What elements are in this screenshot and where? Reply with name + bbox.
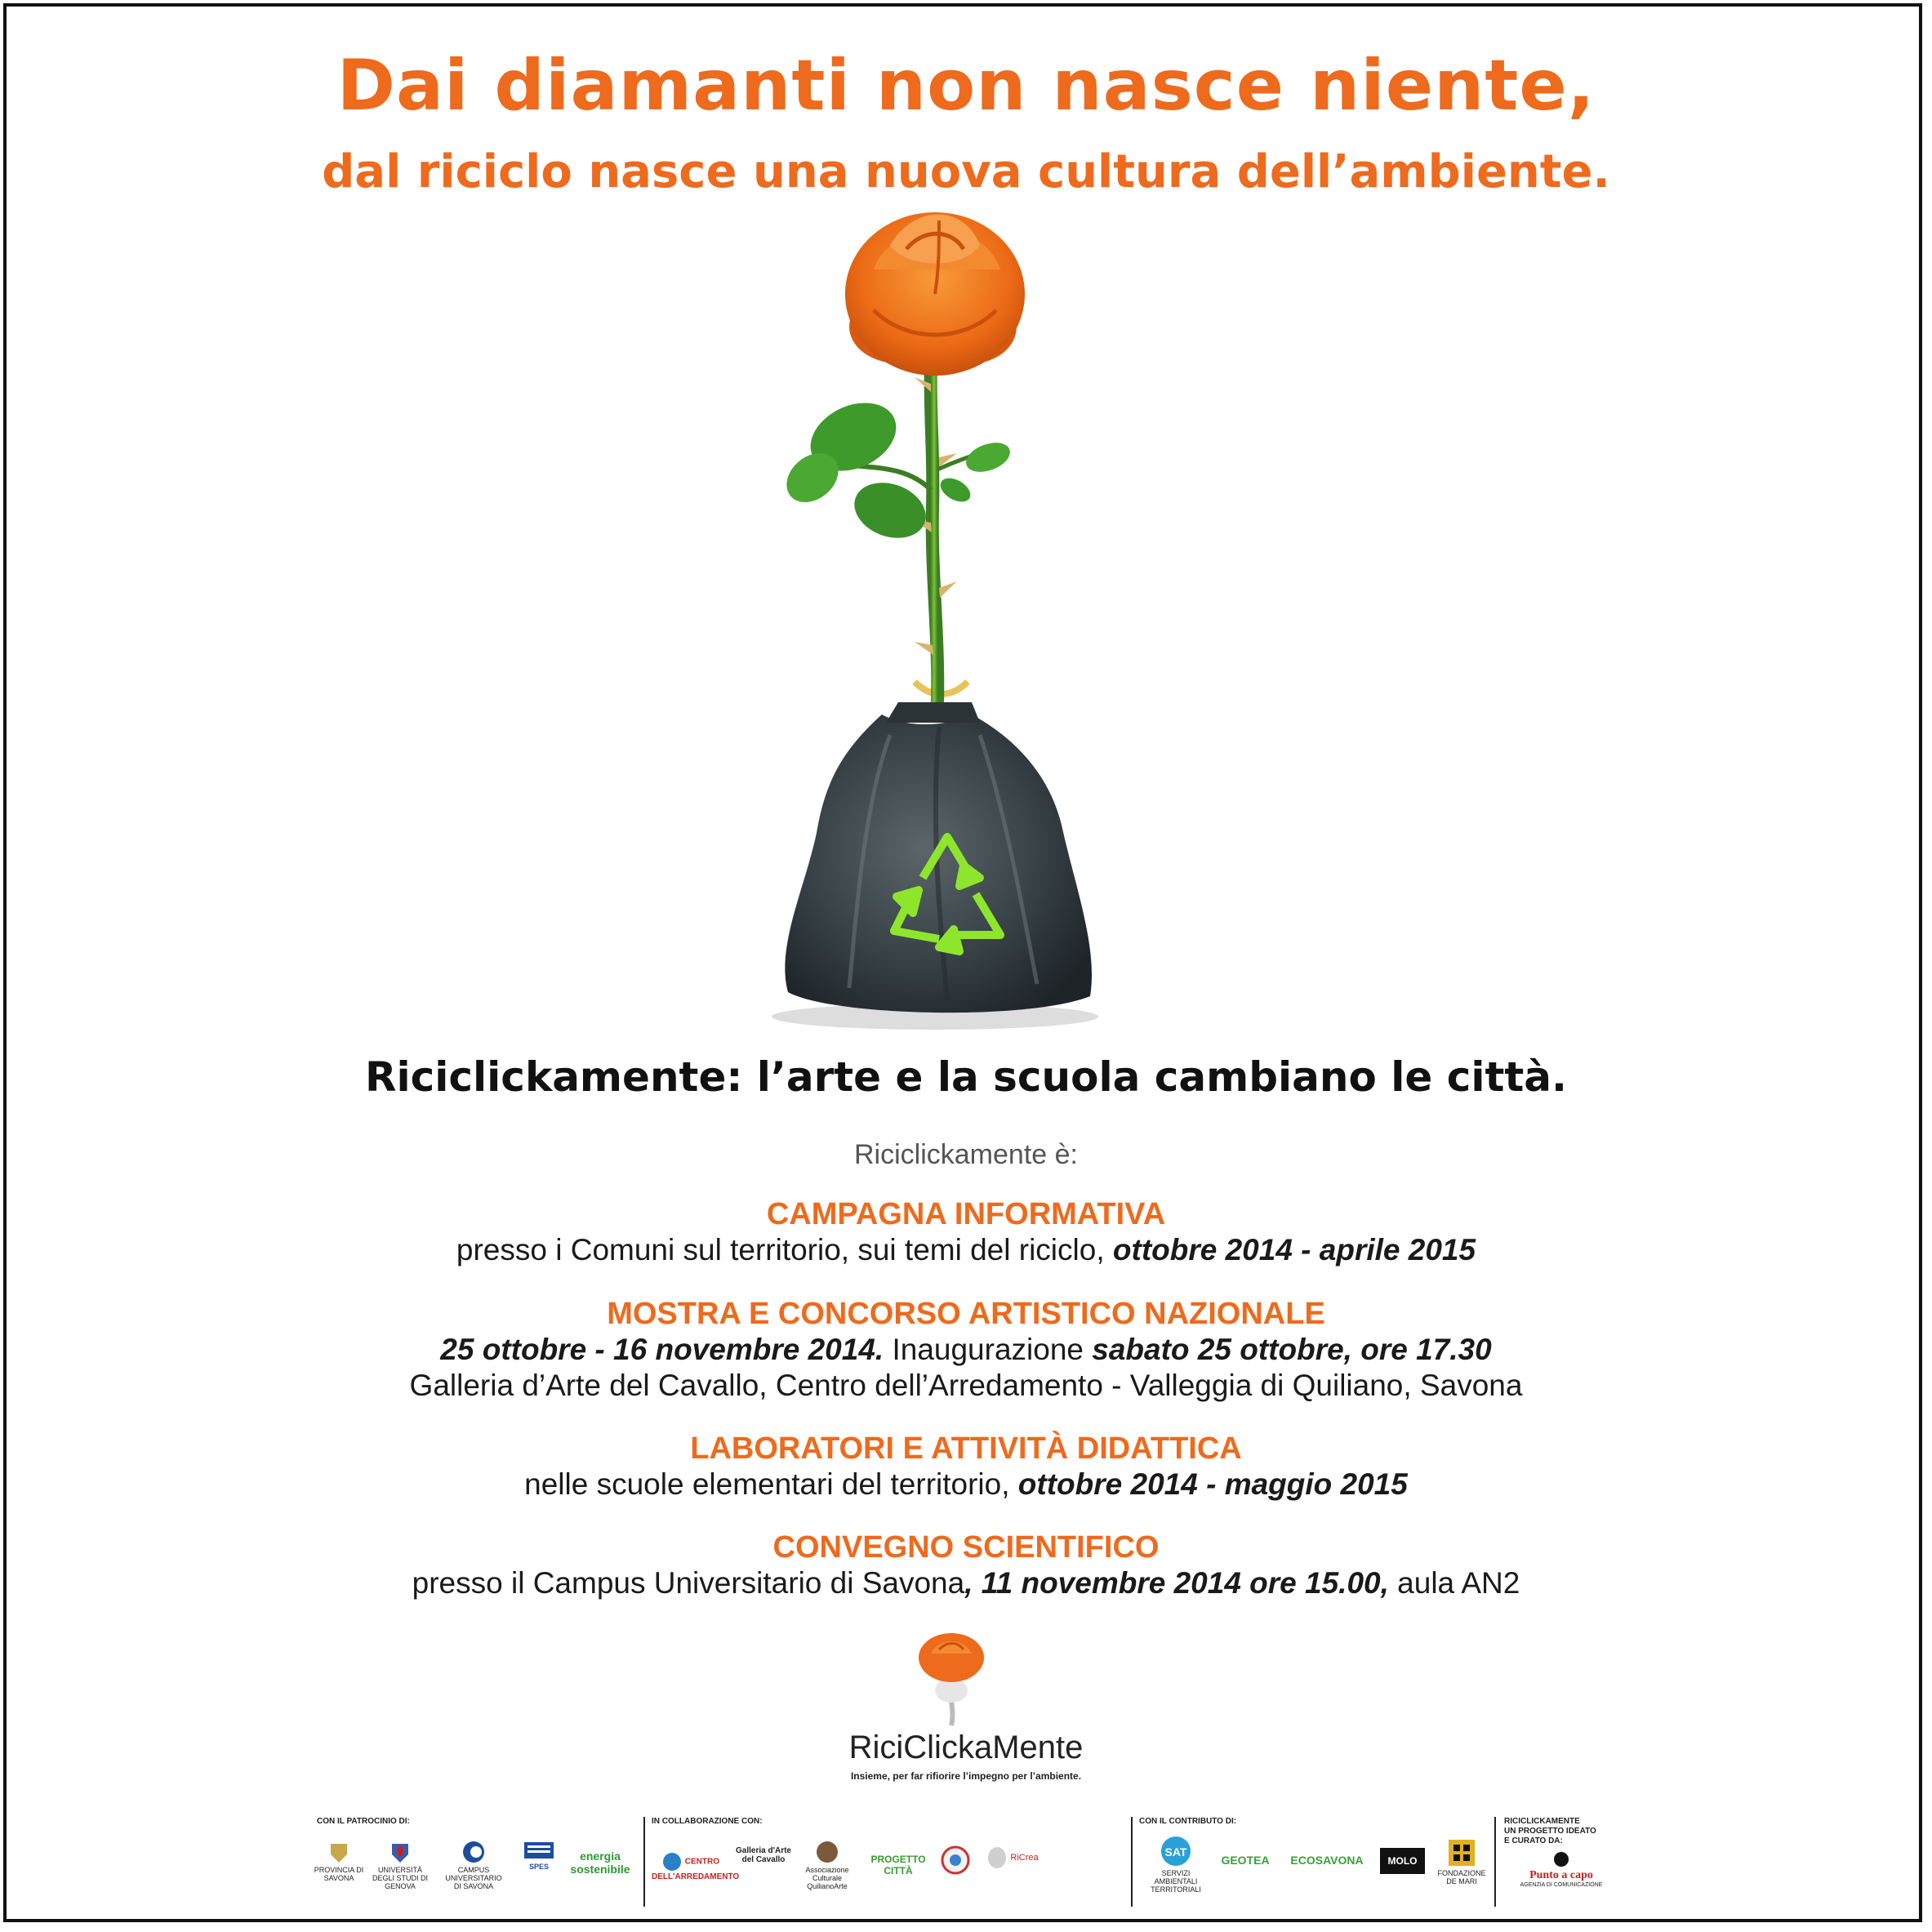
tagline: Riciclickamente: l’arte e la scuola cambiano le città.: [364, 1053, 1568, 1101]
sat-logo: SAT SERVIZI AMBIENTALI TERRITORIALI: [1143, 1835, 1209, 1894]
section-laboratori: [0, 1431, 1932, 1502]
patrocinio-label: CON IL PATROCINIO DI:: [317, 1817, 410, 1826]
ideato-label-3: E CURATO DA:: [1504, 1836, 1563, 1845]
section-title: LABORATORI E ATTIVITÀ DIDATTICA: [690, 1431, 1242, 1466]
section-line: 25 ottobre - 16 novembre 2014. Inaugurazione sabato 25 ottobre, ore 17.30: [440, 1333, 1492, 1366]
universita-genova-logo: UNIVERSITÀ DEGLI STUDI DI GENOVA: [367, 1840, 433, 1890]
spes-logo: SPES: [519, 1840, 559, 1871]
divider: [643, 1817, 645, 1907]
section-line: presso i Comuni sul territorio, sui temi del riciclo, ottobre 2014 - aprile 2015: [456, 1233, 1476, 1266]
comune-logo: [939, 1845, 972, 1876]
quilianoarte-logo: Associazione Culturale QuilianoArte: [799, 1840, 856, 1890]
section-title: CAMPAGNA INFORMATIVA: [766, 1197, 1166, 1231]
ricrea-logo: RiCrea: [980, 1845, 1045, 1870]
riciclickamente-logo-icon: [906, 1629, 996, 1727]
section-line: Galleria d’Arte del Cavallo, Centro dell’Arredamento - Valleggia di Quiliano, Savona: [409, 1369, 1523, 1402]
sponsors-strip: [310, 1817, 1625, 1907]
headline-line-1: Dai diamanti non nasce niente,: [336, 45, 1596, 127]
campus-savona-logo: CAMPUS UNIVERSITARIO DI SAVONA: [441, 1840, 506, 1890]
logo-name: RiciClickaMente: [848, 1729, 1084, 1765]
fondazione-de-mari-logo: FONDAZIONE DE MARI: [1437, 1838, 1486, 1885]
collaborazione-label: IN COLLABORAZIONE CON:: [652, 1817, 763, 1826]
divider: [1131, 1817, 1133, 1907]
ecosavona-logo: ECOSAVONA: [1290, 1854, 1364, 1867]
rose-leaves: [777, 390, 1013, 547]
punto-a-capo-logo: Punto a capo AGENZIA DI COMUNICAZIONE: [1504, 1851, 1618, 1888]
section-mostra: [0, 1296, 1932, 1404]
ideato-label-2: UN PROGETTO IDEATO: [1504, 1827, 1596, 1836]
progetto-citta-logo: PROGETTO CITTÀ: [870, 1854, 926, 1876]
provincia-savona-logo: PROVINCIA DI SAVONA: [310, 1840, 367, 1882]
section-convegno: [0, 1529, 1932, 1601]
rose-bloom: [845, 212, 1025, 376]
contributo-label: CON IL CONTRIBUTO DI:: [1139, 1817, 1237, 1826]
section-campagna: [0, 1196, 1932, 1268]
intro-text: Riciclickamente è:: [854, 1139, 1078, 1170]
section-line: presso il Campus Universitario di Savona, 11 novembre 2014 ore 15.00, aula AN2: [412, 1566, 1520, 1600]
centro-arredamento-logo: CENTRO DELL'ARREDAMENTO: [652, 1851, 729, 1881]
divider: [1494, 1817, 1496, 1907]
molo-logo: MOLO 8.44: [1380, 1848, 1425, 1874]
ideato-label-1: RICICLICKAMENTE: [1504, 1817, 1580, 1826]
galleria-cavallo-logo: Galleria d'Arte del Cavallo: [736, 1846, 791, 1864]
geotea-logo: GEOTEA: [1221, 1854, 1270, 1867]
sat-text: SAT: [1164, 1845, 1187, 1859]
section-line: nelle scuole elementari del territorio, ottobre 2014 - maggio 2015: [524, 1467, 1408, 1501]
section-title: MOSTRA E CONCORSO ARTISTICO NAZIONALE: [607, 1297, 1325, 1331]
logo-slogan: Insieme, per far rifiorire l’impegno per l’ambiente.: [850, 1770, 1082, 1782]
section-title: CONVEGNO SCIENTIFICO: [772, 1530, 1160, 1565]
headline-line-2: dal riciclo nasce una nuova cultura dell’ambiente.: [322, 145, 1610, 198]
energia-sostenibile-logo: energia sostenibile: [570, 1850, 630, 1876]
